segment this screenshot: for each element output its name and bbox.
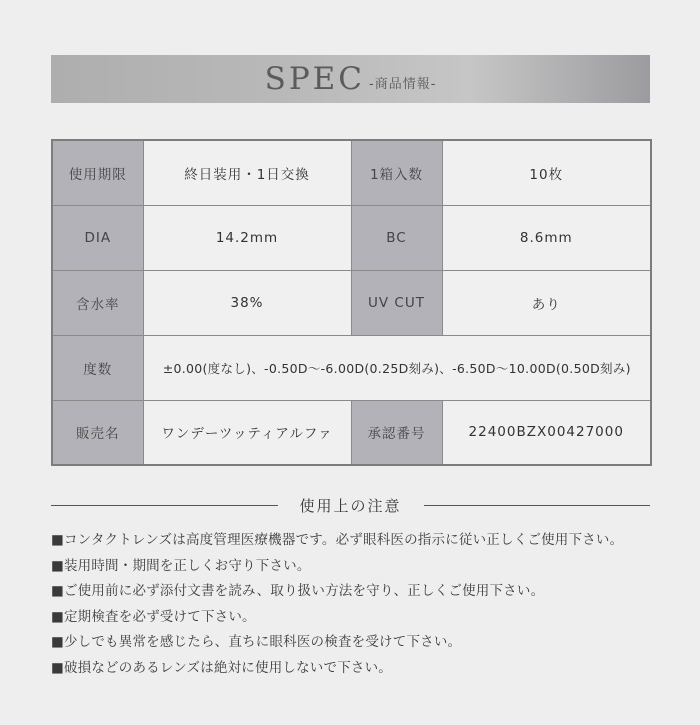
spec-value-box-count: 10枚: [442, 140, 651, 205]
spec-label-product-name: 販売名: [52, 400, 143, 465]
spec-label-box-count: 1箱入数: [351, 140, 442, 205]
table-row: [52, 400, 651, 465]
spec-value-product-name: ワンデーツッティアルファ: [143, 400, 351, 465]
table-row: [52, 205, 651, 270]
spec-label-approval-number: 承認番号: [351, 400, 442, 465]
spec-value-usage-period: 終日装用・1日交換: [143, 140, 351, 205]
spec-label-water-content: 含水率: [52, 270, 143, 335]
spec-label-usage-period: 使用期限: [52, 140, 143, 205]
list-item: ■少しでも異常を感じたら、直ちに眼科医の検査を受けて下さい。: [51, 634, 462, 651]
spec-label-bc: BC: [351, 205, 442, 270]
notice-list: [51, 528, 671, 682]
spec-value-approval-number: 22400BZX00427000: [442, 400, 651, 465]
list-item: ■装用時間・期間を正しくお守り下さい。: [51, 557, 311, 574]
spec-value-dia: 14.2mm: [143, 205, 351, 270]
table-row: [52, 335, 651, 400]
spec-value-bc: 8.6mm: [442, 205, 651, 270]
spec-label-power: 度数: [52, 335, 143, 400]
spec-table: [51, 139, 652, 466]
table-row: [52, 270, 651, 335]
divider: [424, 505, 651, 506]
spec-label-uv-cut: UV CUT: [351, 270, 442, 335]
header-subtitle: -商品情報-: [369, 76, 437, 92]
list-item: ■ご使用前に必ず添付文書を読み、取り扱い方法を守り、正しくご使用下さい。: [51, 583, 545, 600]
spec-label-dia: DIA: [52, 205, 143, 270]
spec-header: [51, 55, 650, 103]
header-title: SPEC: [264, 61, 366, 97]
spec-value-power: ±0.00(度なし)、-0.50D〜-6.00D(0.25D刻み)、-6.50D〜10.00D(0.50D刻み): [143, 335, 651, 400]
notice-title: 使用上の注意: [299, 496, 402, 515]
spec-value-water-content: 38%: [143, 270, 351, 335]
spec-value-uv-cut: あり: [442, 270, 651, 335]
notice-heading: [51, 494, 650, 516]
table-row: [52, 140, 651, 205]
list-item: ■破損などのあるレンズは絶対に使用しないで下さい。: [51, 659, 393, 676]
list-item: ■コンタクトレンズは高度管理医療機器です。必ず眼科医の指示に従い正しくご使用下さい。: [51, 532, 624, 548]
list-item: ■定期検査を必ず受けて下さい。: [51, 608, 256, 625]
divider: [51, 505, 278, 506]
